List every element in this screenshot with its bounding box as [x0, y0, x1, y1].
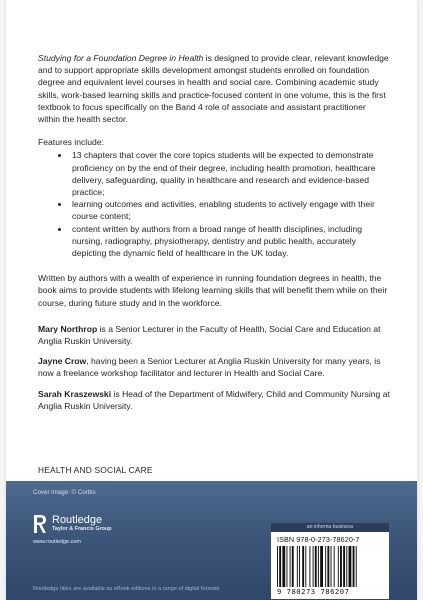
author-name: Sarah Kraszewski — [38, 388, 112, 399]
author-bio-text: is a Senior Lecturer in the Faculty of Health, Social Care and Education at Anglia Ruskin University. — [38, 323, 381, 347]
publisher-url[interactable]: www.routledge.com — [33, 539, 81, 545]
author-bio — [38, 355, 390, 379]
author-bio — [38, 388, 390, 412]
feature-item: • 13 chapters that cover the core topics students will be expected to demonstrate proficiency on by the end of their degree, including health promotion, healthcare delivery, safeguarding, quality in healthcare and research and evidence-based practice; — [70, 149, 390, 198]
isbn-barcode-box — [271, 532, 389, 599]
informa-label: an informa business — [271, 523, 389, 532]
cover-image-credit: Cover image: © Corbis — [33, 489, 96, 496]
summary-paragraph: Written by authors with a wealth of experience in running foundation degrees in health, the book aims to provide students with lifelong learning skills that will benefit them while on their course, during future study and in the workforce. — [38, 273, 388, 308]
footer-band — [6, 481, 417, 600]
publisher-name: Routledge — [52, 514, 103, 526]
intro-text: is designed to provide clear, relevant knowledge and to support appropriate skills development amongst students enrolled on foundation degree and equivalent level courses in health and social care. Combining academic study skills, work-based learning skills and practice-focused content in one volume, this is the first textbook to focus specifically on the Band 4 role of associate and assistant practitioner within the health sector. — [38, 53, 389, 125]
barcode-icon — [277, 546, 381, 587]
barcode-digits: 9 780273 786207 — [277, 587, 350, 596]
author-bio-text: , having been a Senior Lecturer at Anglia Ruskin University for many years, is now a freelance workshop facilitator and lecturer in Health and Social Care. — [38, 356, 381, 379]
intro-paragraph — [38, 52, 390, 125]
author-bio-text: is Head of the Department of Midwifery, Child and Community Nursing at Anglia Ruskin University. — [38, 388, 390, 411]
publisher-block — [33, 514, 173, 550]
book-title: Studying for a Foundation Degree in Health — [38, 53, 204, 63]
feature-item: • content written by authors from a broad range of health disciplines, including nursing, radiography, physiotherapy, dentistry and public health, accurately depicting the dynamic field of healthcare in the UK today. — [70, 223, 390, 260]
publisher-group: Taylor & Francis Group — [52, 526, 112, 532]
features-list — [38, 149, 390, 259]
routledge-logo-icon — [33, 514, 47, 534]
features-heading: Features include: — [38, 137, 104, 148]
subject-category: HEALTH AND SOCIAL CARE — [38, 465, 153, 475]
author-bio — [38, 323, 390, 347]
author-name: Mary Northrop — [38, 323, 98, 334]
ebook-note: Routledge titles are available as eBook editions in a range of digital formats — [33, 586, 220, 592]
author-name: Jayne Crow — [38, 356, 87, 367]
feature-item: • learning outcomes and activities, enabling students to actively engage with their course content; — [70, 198, 390, 222]
description-block — [38, 52, 390, 420]
isbn-number: ISBN 978-0-273-78620-7 — [277, 535, 360, 544]
back-cover — [6, 0, 417, 600]
